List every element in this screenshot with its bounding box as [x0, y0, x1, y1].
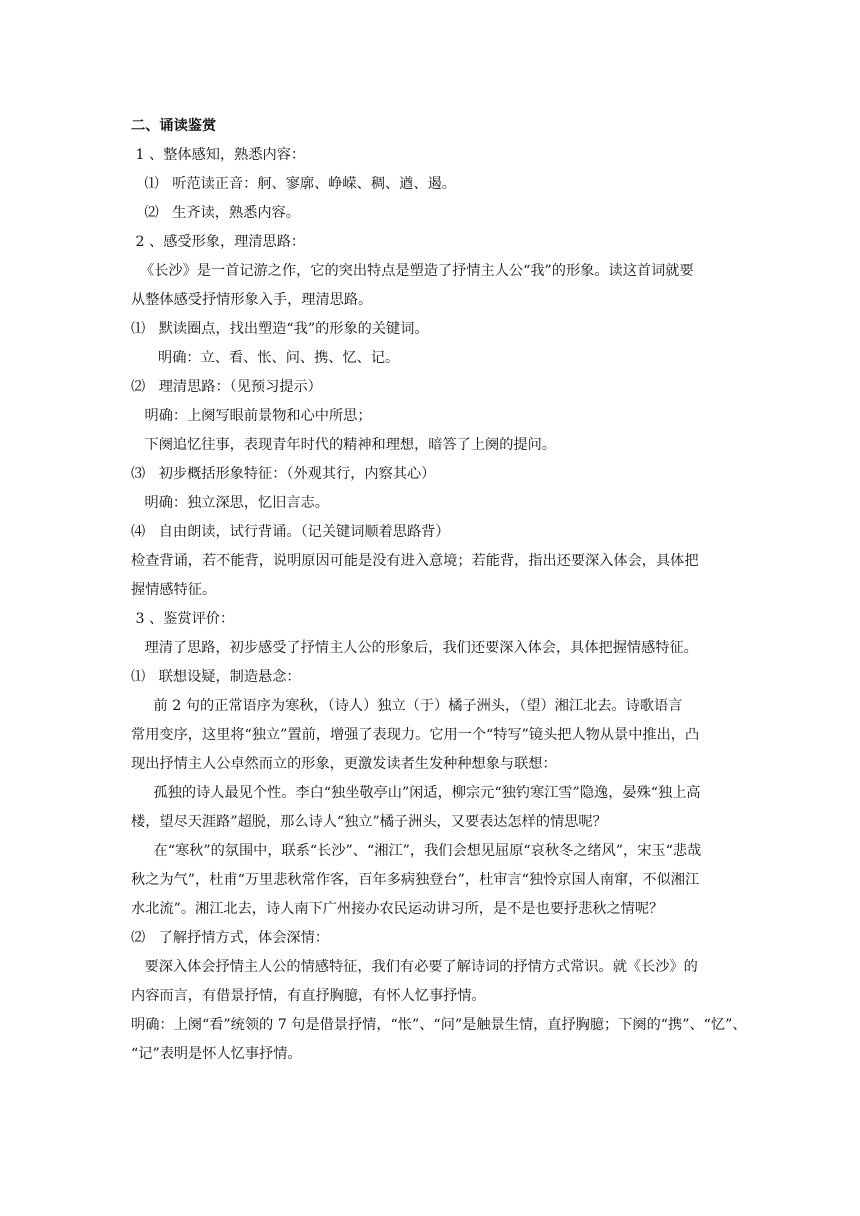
paragraph-line: 检查背诵，若不能背，说明原因可能是没有进入意境；若能背，指出还要深入体会，具体把 — [131, 553, 699, 569]
paragraph-line: 秋之为气”，杜甫“万里悲秋常作客，百年多病独登台”，杜审言“独怜京国人南窜，不似湘江 — [131, 872, 700, 888]
paragraph-line: 明确：上阕“看”统领的 7 句是借景抒情，“怅”、“问”是触景生情，直抒胸臆；下阕的“携”、“忆”、 — [131, 1017, 747, 1033]
paragraph-line: 在“寒秋”的氛围中，联系“长沙”、“湘江”，我们会想见屈原“哀秋冬之绪风”，宋玉“悲哉 — [131, 843, 702, 859]
list-item: ⑴ 听范读正音：舸、寥廓、峥嵘、稠、遒、遏。 — [131, 176, 456, 192]
paragraph-line: 楼，望尽天涯路”超脱，那么诗人“独立”橘子洲头，又要表达怎样的情思呢？ — [131, 814, 607, 830]
paragraph-line: 常用变序，这里将“独立”置前，增强了表现力。它用一个“特写”镜头把人物从景中推出，凸 — [131, 727, 700, 743]
paragraph-line: 水北流”。湘江北去，诗人南下广州接办农民运动讲习所，是不是也要抒悲秋之情呢？ — [131, 901, 664, 917]
subsection-title: 3 、鉴赏评价： — [131, 611, 235, 627]
paragraph-line: 孤独的诗人最见个性。李白“独坐敬亭山”闲适，柳宗元“独钓寒江雪”隐逸，晏殊“独上高 — [131, 785, 701, 801]
subsection-title: 2 、感受形象，理清思路： — [131, 234, 306, 250]
subsection-title: 1 、整体感知，熟悉内容： — [131, 147, 306, 163]
paragraph-line: “记”表明是怀人忆事抒情。 — [131, 1046, 302, 1062]
list-item: ⑷ 自由朗读，试行背诵。（记关键词顺着思路背） — [131, 524, 450, 540]
paragraph-line: 《长沙》是一首记游之作，它的突出特点是塑造了抒情主人公“我”的形象。读这首词就要 — [131, 263, 694, 279]
list-item: ⑵ 理清思路：（见预习提示） — [131, 379, 322, 395]
list-item: ⑶ 初步概括形象特征：（外观其行，内察其心） — [131, 466, 436, 482]
paragraph-line: 前 2 句的正常语序为寒秋，（诗人）独立（于）橘子洲头，（望）湘江北去。诗歌语言 — [131, 698, 683, 714]
list-item: ⑵ 了解抒情方式，体会深情： — [131, 930, 329, 946]
answer-line: 明确：立、看、怅、问、携、忆、记。 — [131, 350, 400, 366]
list-item: ⑴ 默读圈点，找出塑造“我”的形象的关键词。 — [131, 321, 429, 337]
section-heading: 二、诵读鉴赏 — [131, 118, 217, 134]
paragraph-line: 理清了思路，初步感受了抒情主人公的形象后，我们还要深入体会，具体把握情感特征。 — [131, 640, 698, 656]
list-item: ⑴ 联想设疑，制造悬念： — [131, 669, 301, 685]
document-page — [131, 112, 747, 1069]
paragraph-line: 现出抒情主人公卓然而立的形象，更激发读者生发种种想象与联想： — [131, 756, 557, 772]
answer-line: 明确：上阕写眼前景物和心中所思； — [131, 408, 372, 424]
list-item: ⑵ 生齐读，熟悉内容。 — [131, 205, 300, 221]
paragraph-line: 从整体感受抒情形象入手，理清思路。 — [131, 292, 373, 308]
paragraph-line: 内容而言，有借景抒情，有直抒胸臆，有怀人忆事抒情。 — [131, 988, 486, 1004]
answer-line: 明确：独立深思，忆旧言志。 — [131, 495, 329, 511]
answer-line: 下阕追忆往事，表现青年时代的精神和理想，暗答了上阕的提问。 — [131, 437, 556, 453]
paragraph-line: 要深入体会抒情主人公的情感特征，我们有必要了解诗词的抒情方式常识。就《长沙》的 — [131, 959, 698, 975]
paragraph-line: 握情感特征。 — [131, 582, 217, 598]
